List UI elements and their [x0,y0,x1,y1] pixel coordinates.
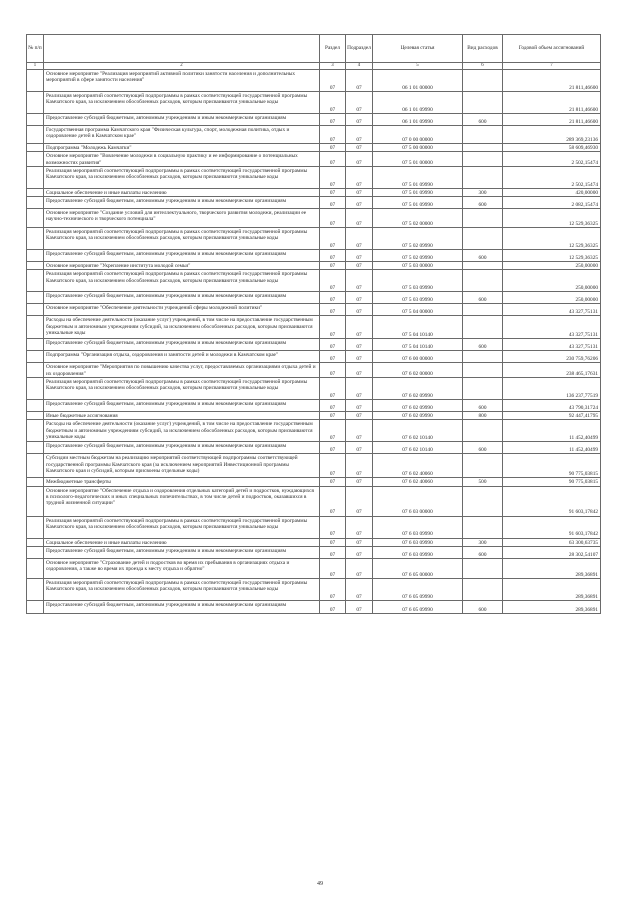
row-number [27,420,44,442]
row-amount: 90 775,03815 [503,478,601,486]
row-amount: 43 327,75131 [503,304,601,316]
row-expense-type [463,316,503,339]
row-razdel: 07 [320,197,346,209]
row-target-article: 07 6 02 40060 [373,454,463,478]
row-name: Предоставление субсидий бюджетным, автономным учреждениям и иным некоммерческим организациям [44,339,320,351]
column-index: 7 [503,63,601,70]
row-razdel: 07 [320,600,346,613]
row-name: Реализация мероприятий соответствующей подпрограммы в рамках соответствующей государственной программы Камчатского края, за исключением обособленных расходов, которым присваиваются уникальные коды [44,270,320,292]
row-amount: 136 237,77519 [503,378,601,400]
row-podrazdel: 07 [346,70,373,92]
row-expense-type: 600 [463,339,503,351]
table-row [27,262,601,270]
row-podrazdel: 07 [346,304,373,316]
row-amount: 90 775,03815 [503,454,601,478]
row-podrazdel: 07 [346,478,373,486]
table-row [27,166,601,188]
row-name: Субсидии местным бюджетам на реализацию мероприятий соответствующей подпрограммы соответствующей государственной программы Камчатского края (за исключением мероприятий Инвестиционной программы Камчатского края и субсидий, которым присвоены отдельные коды) [44,454,320,478]
row-razdel: 07 [320,126,346,144]
row-target-article: 07 5 01 09990 [373,188,463,196]
row-razdel: 07 [320,209,346,228]
table-row [27,188,601,196]
row-razdel: 07 [320,558,346,578]
row-number [27,600,44,613]
row-target-article: 07 6 00 00000 [373,351,463,363]
row-expense-type [463,578,503,600]
row-expense-type [463,70,503,92]
row-name: Предоставление субсидий бюджетным, автономным учреждениям и иным некоммерческим организациям [44,292,320,304]
row-name: Расходы на обеспечение деятельности (оказание услуг) учреждений, в том числе на предоставление государственным бюджетным и автономным учреждениям субсидий, за исключением обособленных расходов, которым присваиваются уникальные коды [44,316,320,339]
row-razdel: 07 [320,454,346,478]
table-row [27,250,601,262]
row-podrazdel: 07 [346,144,373,152]
row-podrazdel: 07 [346,270,373,292]
row-amount: 250,00000 [503,292,601,304]
row-amount: 21 811,46600 [503,114,601,126]
row-number [27,339,44,351]
row-podrazdel: 07 [346,516,373,538]
row-podrazdel: 07 [346,250,373,262]
column-index: 3 [320,63,346,70]
header-razdel: Раздел [320,35,346,63]
table-row [27,400,601,412]
row-podrazdel: 07 [346,292,373,304]
row-razdel: 07 [320,304,346,316]
row-number [27,250,44,262]
row-amount: 230 759,76206 [503,351,601,363]
row-amount: 11 452,40499 [503,420,601,442]
row-target-article: 07 6 02 10140 [373,420,463,442]
row-target-article: 07 6 02 09990 [373,400,463,412]
row-amount: 250,00000 [503,270,601,292]
row-number [27,486,44,516]
row-name: Социальное обеспечение и иные выплаты населению [44,188,320,196]
row-razdel: 07 [320,578,346,600]
row-name: Реализация мероприятий соответствующей подпрограммы в рамках соответствующей государственной программы Камчатского края, за исключением обособленных расходов, которым присваиваются уникальные коды [44,92,320,114]
row-number [27,478,44,486]
row-podrazdel: 07 [346,486,373,516]
table-row [27,486,601,516]
row-razdel: 07 [320,538,346,546]
table-row [27,442,601,454]
column-index: 1 [27,63,44,70]
row-name: Межбюджетные трансферты [44,478,320,486]
row-name: Основное мероприятие "Укрепление института молодой семьи" [44,262,320,270]
row-target-article: 06 1 01 09990 [373,92,463,114]
table-row [27,363,601,378]
table-row [27,351,601,363]
table-row [27,558,601,578]
row-podrazdel: 07 [346,262,373,270]
row-number [27,400,44,412]
header-target-article: Целевая статья [373,35,463,63]
row-razdel: 07 [320,188,346,196]
row-razdel: 07 [320,351,346,363]
row-expense-type [463,270,503,292]
row-name: Предоставление субсидий бюджетным, автономным учреждениям и иным некоммерческим организациям [44,400,320,412]
row-podrazdel: 07 [346,442,373,454]
row-number [27,516,44,538]
table-row [27,420,601,442]
header-number: № п/п [27,35,44,63]
row-podrazdel: 07 [346,126,373,144]
row-target-article: 07 6 02 40060 [373,478,463,486]
row-expense-type: 800 [463,412,503,420]
row-amount: 91 603,17842 [503,486,601,516]
row-amount: 58 609,46930 [503,144,601,152]
row-name: Иные бюджетные ассигнования [44,412,320,420]
column-index: 6 [463,63,503,70]
row-razdel: 07 [320,478,346,486]
row-number [27,304,44,316]
row-amount: 250,00000 [503,262,601,270]
row-expense-type: 600 [463,250,503,262]
table-row [27,126,601,144]
row-name: Основное мероприятие "Реализация мероприятий активной политики занятости населения и дополнительных мероприятий в сфере занятости населения" [44,70,320,92]
table-row [27,316,601,339]
row-number [27,378,44,400]
row-target-article: 06 1 01 00000 [373,70,463,92]
header-podrazdel: Подраздел [346,35,373,63]
row-number [27,558,44,578]
row-podrazdel: 07 [346,209,373,228]
row-expense-type [463,262,503,270]
row-amount: 43 790,31724 [503,400,601,412]
row-expense-type [463,516,503,538]
row-amount: 420,00000 [503,188,601,196]
row-name: Предоставление субсидий бюджетным, автономным учреждениям и иным некоммерческим организациям [44,197,320,209]
row-name: Предоставление субсидий бюджетным, автономным учреждениям и иным некоммерческим организациям [44,546,320,558]
row-target-article: 07 6 05 09990 [373,600,463,613]
row-amount: 289,36891 [503,558,601,578]
row-razdel: 07 [320,339,346,351]
row-razdel: 07 [320,486,346,516]
row-target-article: 07 6 02 00000 [373,363,463,378]
row-podrazdel: 07 [346,412,373,420]
row-target-article: 07 5 02 09990 [373,228,463,250]
row-number [27,316,44,339]
row-razdel: 07 [320,262,346,270]
table-row [27,478,601,486]
row-expense-type [463,152,503,167]
row-number [27,166,44,188]
row-amount: 92 447,41795 [503,412,601,420]
row-amount: 12 529,36325 [503,209,601,228]
row-expense-type: 300 [463,538,503,546]
row-name: Реализация мероприятий соответствующей подпрограммы в рамках соответствующей государственной программы Камчатского края, за исключением обособленных расходов, которым присваиваются уникальные коды [44,166,320,188]
row-number [27,209,44,228]
row-razdel: 07 [320,152,346,167]
table-row [27,292,601,304]
row-amount: 289,36891 [503,600,601,613]
row-target-article: 07 5 03 09990 [373,292,463,304]
row-razdel: 07 [320,316,346,339]
row-number [27,92,44,114]
row-expense-type [463,486,503,516]
row-target-article: 07 5 02 09990 [373,250,463,262]
table-header [27,35,601,70]
table-row [27,304,601,316]
row-expense-type [463,454,503,478]
row-name: Реализация мероприятий соответствующей подпрограммы в рамках соответствующей государственной программы Камчатского края, за исключением обособленных расходов, которым присваиваются уникальные коды [44,578,320,600]
row-expense-type [463,228,503,250]
row-target-article: 07 6 03 09990 [373,538,463,546]
column-index: 4 [346,63,373,70]
table-row [27,114,601,126]
row-number [27,188,44,196]
row-podrazdel: 07 [346,546,373,558]
row-razdel: 07 [320,400,346,412]
row-target-article: 07 6 05 09990 [373,578,463,600]
row-name: Основное мероприятие "Обеспечение отдыха и оздоровления отдельных категорий детей и подростков, нуждающихся в психолого-педагогических и иных специальных попечительствах, в том числе детей и подростков, оказавшихся в трудной жизненной ситуации" [44,486,320,516]
table-row [27,454,601,478]
row-number [27,228,44,250]
row-amount: 12 529,36325 [503,228,601,250]
row-name: Предоставление субсидий бюджетным, автономным учреждениям и иным некоммерческим организациям [44,442,320,454]
row-razdel: 07 [320,270,346,292]
row-podrazdel: 07 [346,316,373,339]
row-target-article: 07 5 04 00000 [373,304,463,316]
row-amount: 289,36891 [503,578,601,600]
row-podrazdel: 07 [346,351,373,363]
row-number [27,70,44,92]
table-row [27,378,601,400]
row-razdel: 07 [320,378,346,400]
row-number [27,270,44,292]
row-expense-type: 600 [463,197,503,209]
budget-table [26,34,601,614]
row-name: Подпрограмма "Молодежь Камчатки" [44,144,320,152]
row-expense-type [463,351,503,363]
table-row [27,412,601,420]
row-expense-type: 600 [463,546,503,558]
row-razdel: 07 [320,250,346,262]
row-name: Основное мероприятие "Страхование детей и подростков во время их пребывания в организациях отдыха и оздоровления, а также во время их проезда к месту отдыха и обратно" [44,558,320,578]
row-razdel: 07 [320,144,346,152]
row-amount: 2 502,15474 [503,166,601,188]
row-podrazdel: 07 [346,400,373,412]
row-name: Основное мероприятие "Обеспечение деятельности учреждений сферы молодежной политики" [44,304,320,316]
table-row [27,144,601,152]
row-number [27,412,44,420]
row-expense-type [463,144,503,152]
row-name: Предоставление субсидий бюджетным, автономным учреждениям и иным некоммерческим организациям [44,114,320,126]
row-number [27,152,44,167]
row-target-article: 07 6 03 09990 [373,516,463,538]
row-expense-type: 600 [463,114,503,126]
row-target-article: 07 5 03 09990 [373,270,463,292]
table-row [27,197,601,209]
table-row [27,538,601,546]
row-name: Основное мероприятие "Создание условий для интеллектуального, творческого развития молодежи, реализации ее научно-технического и творческого потенциала" [44,209,320,228]
row-amount: 43 327,75131 [503,339,601,351]
table-row [27,600,601,613]
row-amount: 28 302,54107 [503,546,601,558]
row-name: Государственная программа Камчатского края "Физическая культура, спорт, молодежная политика, отдых и оздоровление детей в Камчатском крае" [44,126,320,144]
table-row [27,270,601,292]
header-expense-type: Вид расходов [463,35,503,63]
row-amount: 2 502,15474 [503,152,601,167]
row-razdel: 07 [320,442,346,454]
row-name: Предоставление субсидий бюджетным, автономным учреждениям и иным некоммерческим организациям [44,250,320,262]
row-razdel: 07 [320,420,346,442]
row-podrazdel: 07 [346,578,373,600]
row-name: Предоставление субсидий бюджетным, автономным учреждениям и иным некоммерческим организациям [44,600,320,613]
row-razdel: 07 [320,166,346,188]
row-podrazdel: 07 [346,600,373,613]
table-body [27,70,601,614]
row-podrazdel: 07 [346,228,373,250]
row-target-article: 07 5 00 00000 [373,144,463,152]
row-name: Социальное обеспечение и иные выплаты населению [44,538,320,546]
row-expense-type: 600 [463,292,503,304]
table-row [27,546,601,558]
row-target-article: 07 5 01 09990 [373,197,463,209]
row-expense-type: 600 [463,442,503,454]
row-podrazdel: 07 [346,188,373,196]
column-index: 2 [44,63,320,70]
column-index-row [27,63,601,70]
row-razdel: 07 [320,92,346,114]
row-amount: 63 300,63735 [503,538,601,546]
row-expense-type [463,92,503,114]
row-expense-type: 600 [463,600,503,613]
row-expense-type [463,209,503,228]
row-target-article: 07 5 03 00000 [373,262,463,270]
header-name [44,35,320,63]
row-name: Основное мероприятие "Мероприятия по повышению качества услуг, предоставляемых организациями отдыха детей и их оздоровления" [44,363,320,378]
row-razdel: 07 [320,412,346,420]
table-row [27,228,601,250]
row-number [27,454,44,478]
row-podrazdel: 07 [346,92,373,114]
column-index: 5 [373,63,463,70]
row-expense-type [463,378,503,400]
row-target-article: 07 6 03 09990 [373,546,463,558]
row-razdel: 07 [320,516,346,538]
row-amount: 289 369,23136 [503,126,601,144]
row-podrazdel: 07 [346,114,373,126]
row-podrazdel: 07 [346,152,373,167]
row-number [27,363,44,378]
row-podrazdel: 07 [346,197,373,209]
row-amount: 11 452,40499 [503,442,601,454]
row-number [27,262,44,270]
row-expense-type [463,420,503,442]
row-number [27,197,44,209]
row-razdel: 07 [320,70,346,92]
row-expense-type: 500 [463,478,503,486]
page-number: 49 [317,881,323,887]
row-amount: 21 811,46600 [503,92,601,114]
row-razdel: 07 [320,546,346,558]
row-expense-type: 300 [463,188,503,196]
row-target-article: 07 5 04 10140 [373,316,463,339]
row-expense-type [463,166,503,188]
row-number [27,538,44,546]
table-row [27,92,601,114]
row-podrazdel: 07 [346,363,373,378]
row-expense-type [463,304,503,316]
row-target-article: 07 5 01 00000 [373,152,463,167]
row-target-article: 07 6 02 09990 [373,378,463,400]
row-podrazdel: 07 [346,166,373,188]
table-row [27,516,601,538]
row-target-article: 06 1 01 09990 [373,114,463,126]
row-amount: 21 811,46600 [503,70,601,92]
row-number [27,351,44,363]
row-razdel: 07 [320,363,346,378]
row-amount: 2 082,15474 [503,197,601,209]
row-name: Реализация мероприятий соответствующей подпрограммы в рамках соответствующей государственной программы Камчатского края, за исключением обособленных расходов, которым присваиваются уникальные коды [44,516,320,538]
table-row [27,152,601,167]
row-target-article: 07 5 01 09990 [373,166,463,188]
row-podrazdel: 07 [346,378,373,400]
row-number [27,114,44,126]
row-target-article: 07 5 04 10140 [373,339,463,351]
row-expense-type [463,363,503,378]
row-target-article: 07 6 03 00000 [373,486,463,516]
row-target-article: 07 6 05 00000 [373,558,463,578]
row-number [27,144,44,152]
row-name: Реализация мероприятий соответствующей подпрограммы в рамках соответствующей государственной программы Камчатского края, за исключением обособленных расходов, которым присваиваются уникальные коды [44,228,320,250]
table-row [27,339,601,351]
row-razdel: 07 [320,292,346,304]
row-expense-type [463,558,503,578]
row-amount: 43 327,75131 [503,316,601,339]
row-expense-type [463,126,503,144]
row-name: Подпрограмма "Организация отдыха, оздоровления и занятости детей и молодежи в Камчатском крае" [44,351,320,363]
row-name: Реализация мероприятий соответствующей подпрограммы в рамках соответствующей государственной программы Камчатского края, за исключением обособленных расходов, которым присваиваются уникальные коды [44,378,320,400]
row-number [27,546,44,558]
table-row [27,70,601,92]
table-row [27,209,601,228]
table-row [27,578,601,600]
row-number [27,442,44,454]
row-expense-type: 600 [463,400,503,412]
row-razdel: 07 [320,114,346,126]
row-podrazdel: 07 [346,558,373,578]
row-number [27,292,44,304]
row-podrazdel: 07 [346,420,373,442]
row-target-article: 07 5 02 00000 [373,209,463,228]
row-amount: 91 603,17842 [503,516,601,538]
row-podrazdel: 07 [346,454,373,478]
row-name: Основное мероприятие "Вовлечение молодежи в социальную практику и ее информирование о потенциальных возможностях развития" [44,152,320,167]
row-amount: 238 465,17631 [503,363,601,378]
row-number [27,126,44,144]
row-amount: 12 529,36325 [503,250,601,262]
row-target-article: 07 0 00 00000 [373,126,463,144]
header-annual-amount: Годовой объем ассигнований [503,35,601,63]
row-target-article: 07 6 02 10140 [373,442,463,454]
row-name: Расходы на обеспечение деятельности (оказание услуг) учреждений, в том числе на предоставление государственным бюджетным и автономным учреждениям субсидий, за исключением обособленных расходов, которым присваиваются уникальные коды [44,420,320,442]
row-razdel: 07 [320,228,346,250]
row-podrazdel: 07 [346,339,373,351]
row-target-article: 07 6 02 09990 [373,412,463,420]
row-podrazdel: 07 [346,538,373,546]
row-number [27,578,44,600]
